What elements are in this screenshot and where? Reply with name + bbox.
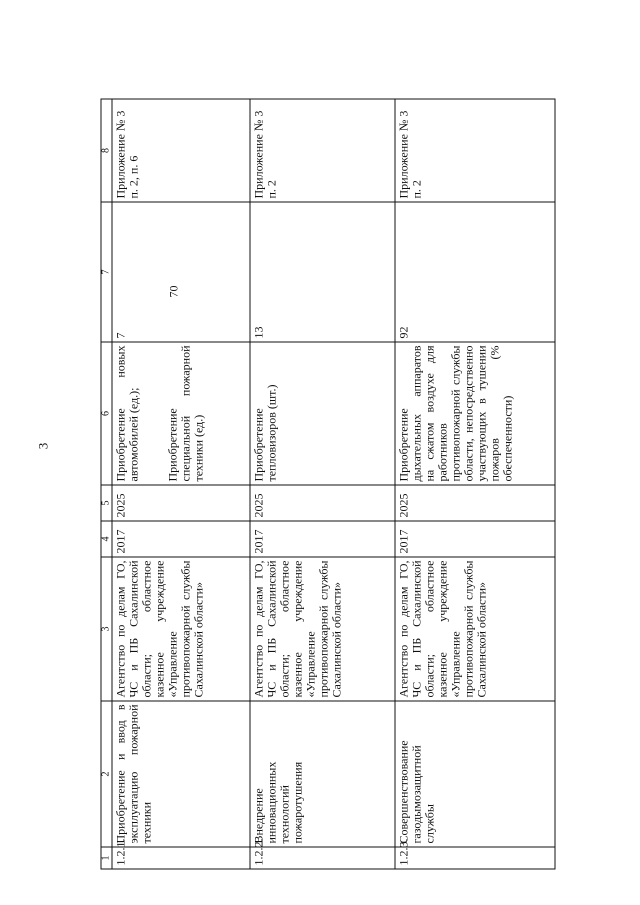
rotated-table-wrapper [101, 100, 556, 870]
indicator-b: Приобретение специальной пожарной техники (ед.) [165, 345, 206, 482]
start-year: 2017 [395, 521, 555, 557]
target-value: 13 [250, 202, 395, 342]
appendix-link: Приложение № 3 п. 2 [250, 99, 395, 202]
program-measures-table [101, 99, 556, 870]
target-value-b: 70 [166, 285, 181, 298]
appendix-link: Приложение № 3 п. 2 [395, 99, 555, 202]
row-number: 1.2.2. [250, 847, 395, 869]
start-year: 2017 [112, 521, 250, 557]
target-value [112, 202, 250, 342]
start-year: 2017 [250, 521, 395, 557]
header-cell: 4 [101, 521, 112, 557]
table-header-row [101, 99, 112, 869]
indicator: Приобретение дыхательных аппаратов на сжатом воздухе для работников противопожарной службы области, непосредственно участвующих в тушении пожаров (% обеспеченности) [395, 342, 555, 485]
appendix-link: Приложение № 3 п. 2, п. 6 [112, 99, 250, 202]
measure-name: Совершенствование газодымозащитной службы [395, 701, 555, 847]
header-cell: 1 [101, 847, 112, 869]
row-number: 1.2.1. [112, 847, 250, 869]
target-value-a: 7 [113, 332, 128, 339]
header-cell: 3 [101, 557, 112, 701]
header-cell: 7 [101, 202, 112, 342]
indicator: Приобретение тепловизоров (шт.) [250, 342, 395, 485]
header-cell: 5 [101, 485, 112, 521]
indicator-a: Приобретение новых автомобилей (ед.); [113, 345, 141, 482]
page-number: 3 [35, 442, 51, 450]
end-year: 2025 [250, 485, 395, 521]
table-row [112, 99, 250, 869]
target-value: 92 [395, 202, 555, 342]
measure-name: Приобретение и ввод в эксплуатацию пожарной техники [112, 701, 250, 847]
header-cell: 8 [101, 99, 112, 202]
end-year: 2025 [395, 485, 555, 521]
executor: Агентство по делам ГО, ЧС и ПБ Сахалинской области; областное казенное учреждение «Управление противопожарной службы Сахалинской области» [395, 557, 555, 701]
executor: Агентство по делам ГО, ЧС и ПБ Сахалинской области; областное казенное учреждение «Управление противопожарной службы Сахалинской области» [112, 557, 250, 701]
header-cell: 6 [101, 342, 112, 485]
row-number: 1.2.3. [395, 847, 555, 869]
end-year: 2025 [112, 485, 250, 521]
table-row [250, 99, 395, 869]
header-cell: 2 [101, 701, 112, 847]
executor: Агентство по делам ГО, ЧС и ПБ Сахалинской области; областное казенное учреждение «Управление противопожарной службы Сахалинской области» [250, 557, 395, 701]
table-row [395, 99, 555, 869]
measure-name: Внедрение инновационных технологий пожаротушения [250, 701, 395, 847]
indicator [112, 342, 250, 485]
